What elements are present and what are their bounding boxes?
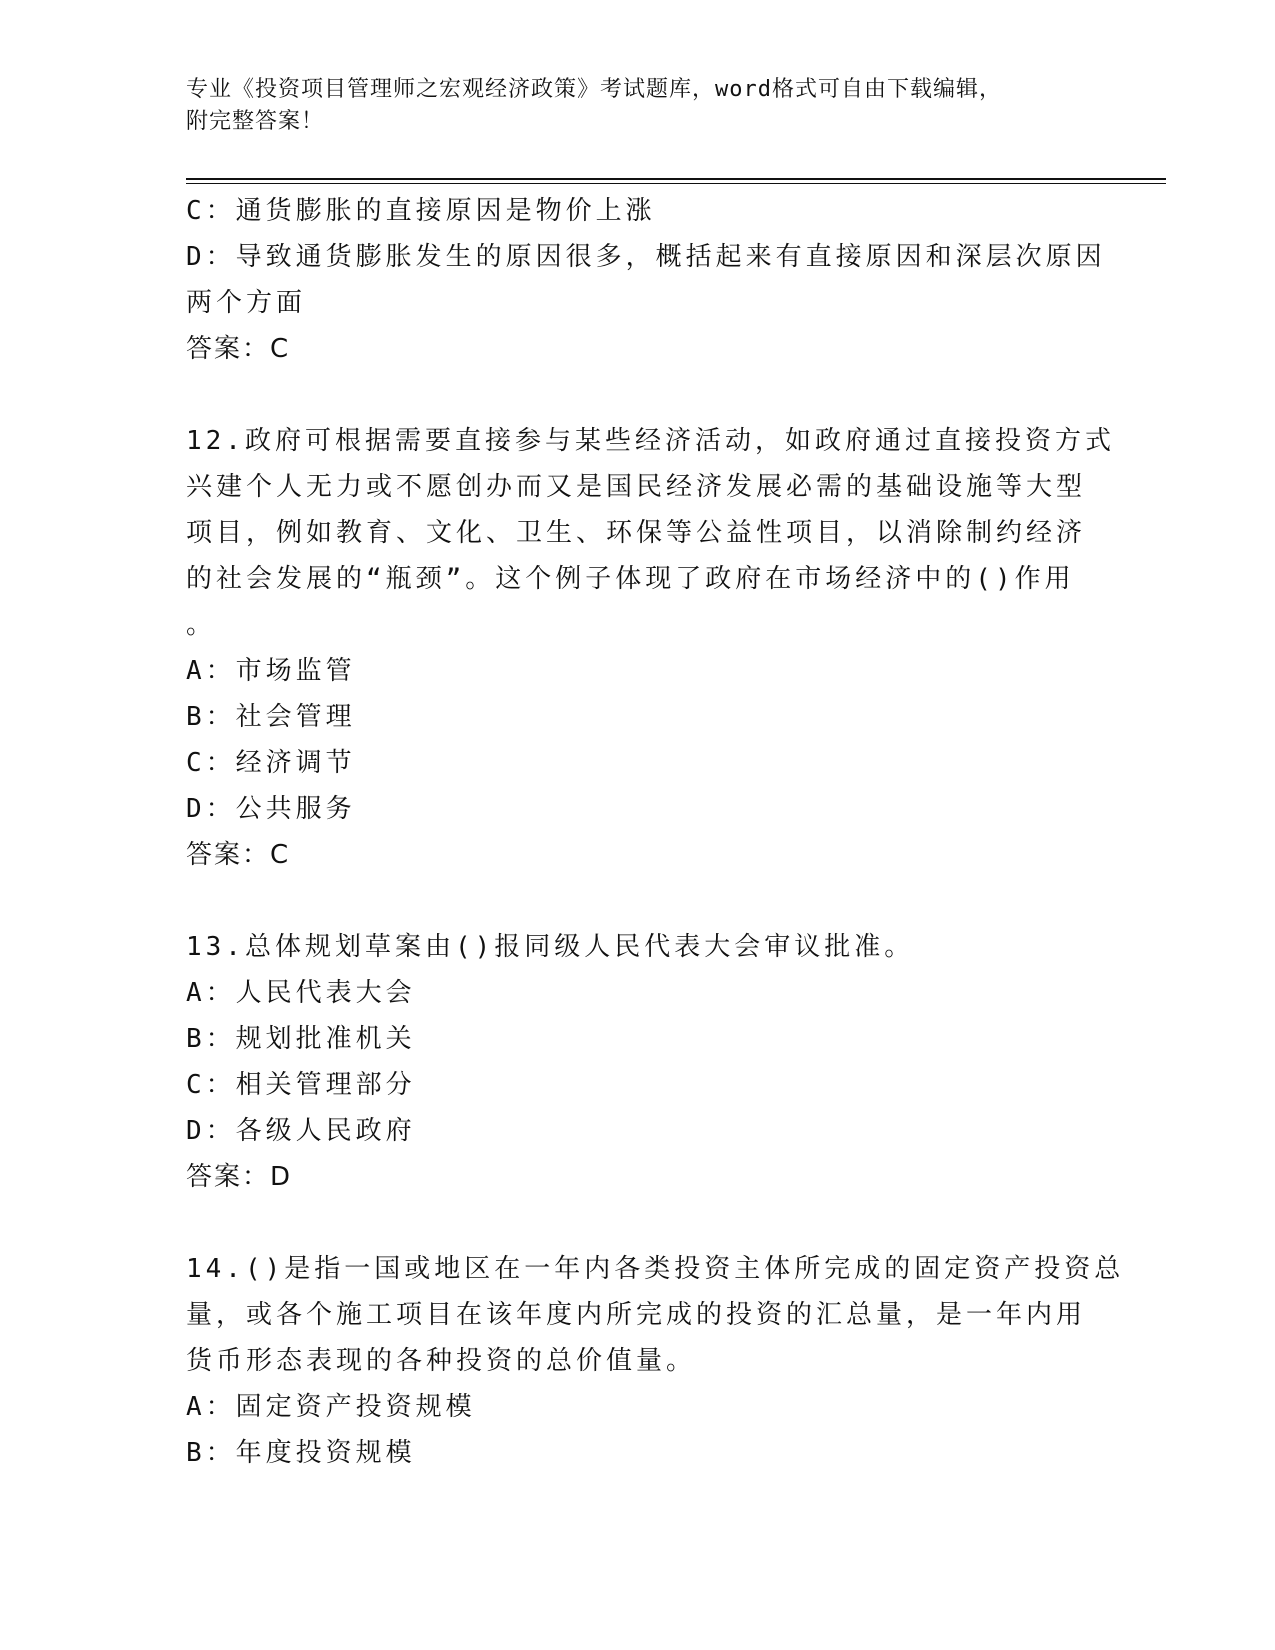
question-stem: 14.()是指一国或地区在一年内各类投资主体所完成的固定资产投资总 — [186, 1254, 1125, 1284]
option-a: A：固定资产投资规模 — [186, 1392, 476, 1422]
option-d: D：各级人民政府 — [186, 1116, 416, 1146]
option-c: C：通货膨胀的直接原因是物价上涨 — [186, 196, 656, 226]
spacer — [186, 878, 1086, 924]
spacer — [186, 372, 1086, 418]
header-divider-thin — [186, 183, 1166, 184]
answer: 答案：C — [186, 840, 291, 870]
question-stem: 。 — [186, 610, 217, 640]
option-d-continued: 两个方面 — [186, 288, 307, 318]
previous-question — [186, 188, 1106, 372]
option-b: B：年度投资规模 — [186, 1438, 416, 1468]
question-12 — [186, 418, 1115, 878]
header-line-1: 专业《投资项目管理师之宏观经济政策》考试题库，word格式可自由下载编辑， — [186, 77, 1002, 102]
question-stem: 兴建个人无力或不愿创办而又是国民经济发展必需的基础设施等大型 — [186, 472, 1087, 502]
option-d: D：导致通货膨胀发生的原因很多，概括起来有直接原因和深层次原因 — [186, 242, 1106, 272]
question-14 — [186, 1246, 1125, 1476]
question-stem: 12.政府可根据需要直接参与某些经济活动，如政府通过直接投资方式 — [186, 426, 1115, 456]
option-d: D：公共服务 — [186, 794, 356, 824]
question-content — [186, 188, 1125, 1476]
spacer — [186, 1200, 1086, 1246]
option-c: C：相关管理部分 — [186, 1070, 416, 1100]
option-b: B：社会管理 — [186, 702, 356, 732]
option-c: C：经济调节 — [186, 748, 356, 778]
option-b: B：规划批准机关 — [186, 1024, 416, 1054]
document-header — [186, 74, 1086, 138]
answer: 答案：C — [186, 334, 291, 364]
question-13 — [186, 924, 1086, 1200]
header-divider-thick — [186, 178, 1166, 180]
question-stem: 货币形态表现的各种投资的总价值量。 — [186, 1346, 697, 1376]
question-stem: 项目，例如教育、文化、卫生、环保等公益性项目，以消除制约经济 — [186, 518, 1087, 548]
header-line-2: 附完整答案！ — [186, 109, 325, 134]
question-stem: 13.总体规划草案由()报同级人民代表大会审议批准。 — [186, 932, 915, 962]
option-a: A：市场监管 — [186, 656, 356, 686]
question-stem: 量，或各个施工项目在该年度内所完成的投资的汇总量，是一年内用 — [186, 1300, 1087, 1330]
option-a: A：人民代表大会 — [186, 978, 416, 1008]
answer: 答案：D — [186, 1162, 293, 1192]
question-stem: 的社会发展的“瓶颈”。这个例子体现了政府在市场经济中的()作用 — [186, 564, 1075, 594]
